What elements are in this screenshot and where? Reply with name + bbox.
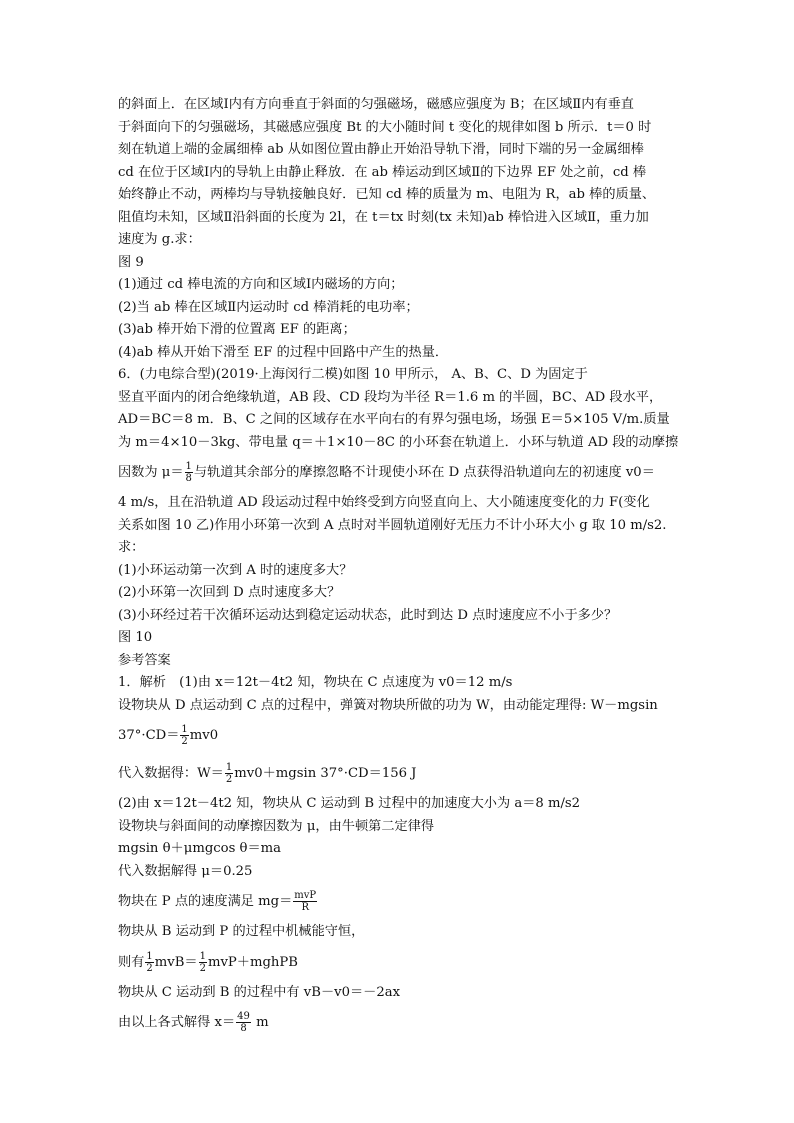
problem5-text-line: 始终静止不动，两棒均与导轨接触良好．已知 cd 棒的质量为 m、电阻为 R，ab 棒的质量、 <box>118 187 656 202</box>
question-2: (2)小环第一次回到 D 点时速度多大？ <box>118 585 341 600</box>
problem6-text-line: 竖直平面内的闭合绝缘轨道，AB 段、CD 段均为半径 R＝1.6 m 的半圆，BC、AD 段水平， <box>118 389 663 405</box>
fraction: $\frac{1}{2}$ <box>199 950 206 974</box>
problem5-text-line: 的斜面上．在区域Ⅰ内有方向垂直于斜面的匀强磁场，磁感应强度为 B；在区域Ⅱ内有垂直 <box>118 97 634 112</box>
figure-10-caption: 图 10 <box>118 630 153 645</box>
fraction: $\frac{\text{mvP}}{R}$ <box>294 890 317 913</box>
problem6-heading: 6．(力电综合型)(2019·上海闵行二模)如图 10 甲所示， A、B、C、D 为固定于 <box>118 367 588 382</box>
answer-line: (2)由 x＝12t－4t2 知，物块从 C 运动到 B 过程中的加速度大小为 a＝8 m/s2 <box>118 796 581 811</box>
fraction: $\frac{1}{2}$ <box>181 724 188 747</box>
answer-line: 物块从 B 运动到 P 的过程中机械能守恒， <box>118 924 365 939</box>
answer-line: 则有 $\frac{1}{2}$ mvB＝ $\frac{1}{2}$ mvP＋mghPB <box>118 950 298 974</box>
question-3: (3)小环经过若干次循环运动达到稳定运动状态，此时到达 D 点时速度应不小于多少？ <box>118 607 618 623</box>
question-2: (2)当 ab 棒在区域Ⅱ内运动时 cd 棒消耗的电功率； <box>118 299 419 315</box>
answer-line: 物块从 C 运动到 B 的过程中有 vB－v0＝－2ax <box>118 984 401 1000</box>
question-1: (1)小环运动第一次到 A 时的速度多大？ <box>118 562 353 578</box>
answer-line: 由以上各式解得 x＝ $\frac{49}{8}$ m <box>118 1011 269 1034</box>
problem5-text-line: 刻在轨道上端的金属细棒 ab 从如图位置由静止开始沿导轨下滑，同时下端的另一金属细棒 <box>118 142 644 157</box>
answer-line: mgsin θ＋μmgcos θ＝ma <box>118 841 282 856</box>
fraction: $\frac{1}{2}$ <box>146 950 153 974</box>
fraction: $\frac{49}{8}$ <box>237 1011 250 1034</box>
fraction: $\frac{1}{2}$ <box>225 762 233 785</box>
answer-line: 1．解析 (1)由 x＝12t－4t2 知，物块在 C 点速度为 v0＝12 m/s <box>118 675 513 690</box>
problem6-text-line: 4 m/s，且在沿轨道 AD 段运动过程中始终受到方向竖直向上、大小随速度变化的力 F(变化 <box>118 495 650 510</box>
problem6-text-line: 为 m＝4×10－3kg、带电量 q＝＋1×10－8C 的小环套在轨道上．小环与轨道 AD 段的动摩擦 <box>118 434 679 450</box>
answer-line: 37°·CD＝ $\frac{1}{2}$ mv0 <box>118 724 219 747</box>
problem6-text-line: 求： <box>118 540 145 555</box>
question-4: (4)ab 棒从开始下滑至 EF 的过程中回路中产生的热量． <box>118 344 449 360</box>
fraction: $\frac{1}{8}$ <box>185 461 192 484</box>
problem5-text-line: cd 在位于区域Ⅰ内的导轨上由静止释放．在 ab 棒运动到区域Ⅱ的下边界 EF 处之前，cd 棒 <box>118 164 647 180</box>
question-3: (3)ab 棒开始下滑的位置离 EF 的距离； <box>118 322 356 337</box>
answer-line: 代入数据解得 μ＝0.25 <box>118 863 253 879</box>
problem6-text-line: 关系如图 10 乙)作用小环第一次到 A 点时对半圆轨道刚好无压力不计小环大小 g 取 10 m/s2. <box>118 517 667 533</box>
problem5-text-line: 速度为 g.求： <box>118 232 201 247</box>
figure-9-caption: 图 9 <box>118 254 144 270</box>
answer-line: 代入数据得：W＝ $\frac{1}{2}$ mv0＋mgsin 37°·CD＝156 J <box>118 762 417 785</box>
answer-line: 设物块与斜面间的动摩擦因数为 μ，由牛顿第二定律得 <box>118 818 435 834</box>
problem5-text-line: 阻值均未知，区域Ⅱ沿斜面的长度为 2l，在 t＝tx 时刻(tx 未知)ab 棒恰进入区域Ⅱ，重力加 <box>118 209 649 225</box>
problem5-text-line: 于斜面向下的匀强磁场，其磁感应强度 Bt 的大小随时间 t 变化的规律如图 b 所示．t＝0 时 <box>118 119 652 135</box>
answers-heading: 参考答案 <box>118 652 171 668</box>
problem6-friction-line: 因数为 μ＝ $\frac{1}{8}$ 与轨道其余部分的摩擦忽略不计现使小环在 D 点获得沿轨道向左的初速度 v0＝ <box>118 461 655 484</box>
problem6-text-line: AD＝BC＝8 m．B、C 之间的区域存在水平向右的有界匀强电场，场强 E＝5×105 V/m.质量 <box>118 412 670 427</box>
document-body <box>118 94 678 1042</box>
answer-line: 设物块从 D 点运动到 C 点的过程中，弹簧对物块所做的功为 W，由动能定理得: W－mgsin <box>118 697 658 713</box>
question-1: (1)通过 cd 棒电流的方向和区域Ⅰ内磁场的方向； <box>118 277 404 292</box>
answer-line: 物块在 P 点的速度满足 mg＝ $\frac{\text{mvP}}{R}$ <box>118 890 317 913</box>
